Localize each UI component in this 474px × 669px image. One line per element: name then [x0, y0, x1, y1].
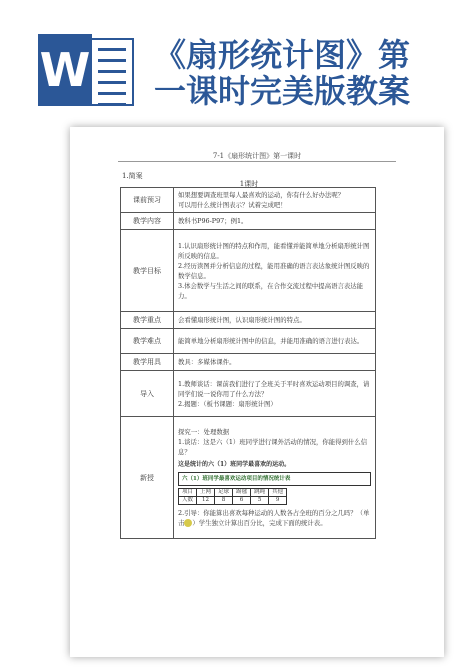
row-content [174, 371, 376, 417]
row-content [174, 213, 376, 230]
table-header-cell: 上网 [197, 489, 215, 497]
table-header-cell: 踢毽 [233, 489, 251, 497]
content-line: 会看懂扇形统计图，认识扇形统计图的特点。 [178, 316, 306, 324]
table-cell: 5 [251, 497, 269, 505]
content-line: 如果想要调查班里每人最喜欢的运动，你有什么好办法呢？ [178, 191, 345, 199]
content-line: 2.经历读图并分析信息的过程，能用准确的语言表达象统计图反映的数学信息。 [178, 261, 370, 280]
table-row [121, 213, 376, 230]
table-row [121, 417, 376, 539]
content-line: 教科书P96-P97；例1。 [178, 217, 248, 225]
table-row [121, 312, 376, 329]
content-line: 可以用什么统计图表示？试着完成吧！ [178, 201, 287, 209]
table-header-cell: 足球 [215, 489, 233, 497]
survey-table [178, 488, 287, 505]
table-row [121, 329, 376, 354]
row-label: 教学难点 [121, 329, 174, 354]
table-row [121, 371, 376, 417]
banner-title-line-2: 一课时完美版教案 [154, 72, 411, 110]
table-row [121, 230, 376, 312]
row-label: 教学内容 [121, 213, 174, 230]
banner-title-line-1: 《扇形统计图》第 [154, 36, 411, 74]
lesson-count: 1课时 [239, 180, 259, 188]
document-page [70, 127, 444, 657]
table-cell: 9 [269, 497, 287, 505]
excerpt-title: 这是统计的六（1）班同学最喜欢的运动。 [178, 461, 291, 468]
table-header-cell: 跳绳 [251, 489, 269, 497]
content-line: 1.教师谈话：课前我们进行了全班关于平时喜欢运动项目的调查，请同学们说一说你用了什么方法？ [178, 379, 370, 398]
table-cell: 12 [197, 497, 215, 505]
row-label: 教学用具 [121, 354, 174, 371]
table-row [179, 489, 287, 497]
row-content [174, 188, 376, 213]
table-row [121, 354, 376, 371]
content-line: 能简单地分析扇形统计图中的信息，并能用准确的语言进行表达。 [178, 337, 364, 345]
row-content [174, 329, 376, 354]
row-label: 教学目标 [121, 230, 174, 312]
row-content [174, 230, 376, 312]
row-label: 课前预习 [121, 188, 174, 213]
banner [0, 0, 474, 110]
row-label: 新授 [121, 417, 174, 539]
section-title: 1.简案 [122, 172, 143, 180]
table-header-cell: 项目 [179, 489, 197, 497]
excerpt-table-caption: 六（1）班同学最喜欢运动项目的情况统计表 [178, 472, 371, 486]
row-label: 导入 [121, 371, 174, 417]
content-line: 2.揭题：（板书课题：扇形统计图） [178, 399, 277, 408]
content-line: 3.体会数学与生活之间的联系，在合作交流过程中提高语言表达能力。 [178, 281, 364, 300]
guide-text-end: ）学生独立计算出百分比，完成下面的统计表。 [192, 519, 327, 527]
content-line: 教具：多媒体课件。 [178, 358, 236, 366]
table-cell: 6 [233, 497, 251, 505]
content-line: 探究一：处理数据 [178, 428, 230, 436]
row-content [174, 354, 376, 371]
guide-text-start: 2.引导：你能算出喜欢每种运动的人数各占全班的百分之几吗？（单击 [178, 509, 370, 527]
table-cell: 8 [215, 497, 233, 505]
table-row [121, 188, 376, 213]
table-header-cell: 其他 [269, 489, 287, 497]
content-line: 1.谈话：这是六（1）班同学进行课外活动的情况，你能得到什么信息？ [178, 438, 368, 456]
content-line [178, 508, 371, 528]
row-content [174, 312, 376, 329]
header-divider [118, 161, 396, 162]
row-label: 教学重点 [121, 312, 174, 329]
word-document-icon [38, 34, 134, 104]
table-cell: 人数 [179, 497, 197, 505]
row-content [174, 417, 376, 539]
table-row [179, 497, 287, 505]
textbook-excerpt [178, 460, 371, 505]
content-line: 1.认识扇形统计图的特点和作用，能看懂并能简单地分析扇形统计图所反映的信息。 [178, 241, 370, 260]
word-logo-letter: W [38, 34, 92, 106]
running-header: 7-1《扇形统计图》第一课时 [212, 152, 302, 160]
lesson-plan-table [120, 187, 376, 539]
